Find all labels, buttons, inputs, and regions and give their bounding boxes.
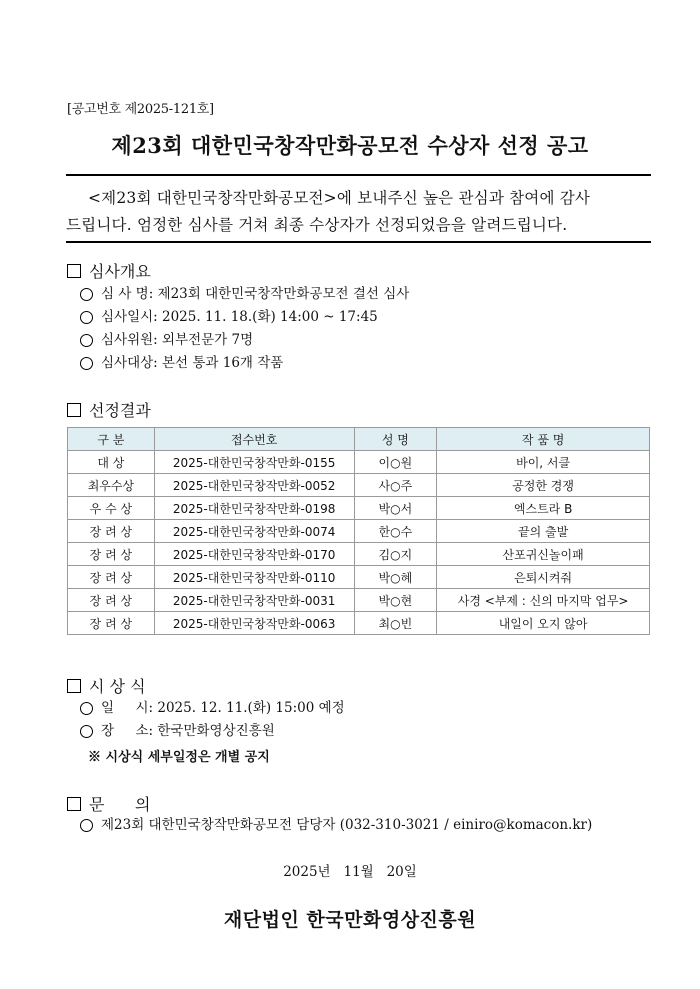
- cell-work-title: 내일이 오지 않아: [437, 612, 650, 635]
- ceremony-item: 장 소: 한국만화영상진흥원: [101, 723, 275, 739]
- cell-entry-number: 2025-대한민국창작만화-0063: [154, 612, 354, 635]
- bottom-divider: [66, 241, 651, 243]
- table-row: [68, 451, 650, 474]
- cell-entry-number: 2025-대한민국창작만화-0110: [154, 566, 354, 589]
- circle-bullet-icon: [80, 819, 93, 832]
- col-header-name: 성 명: [354, 428, 437, 451]
- col-header-work-title: 작 품 명: [437, 428, 650, 451]
- overview-heading: [67, 259, 151, 282]
- list-item: [80, 720, 345, 743]
- cell-entry-number: 2025-대한민국창작만화-0052: [154, 474, 354, 497]
- cell-name: 한○수: [354, 520, 437, 543]
- cell-work-title: 은퇴시켜줘: [437, 566, 650, 589]
- top-divider: [66, 174, 651, 176]
- intro-line-1: <제23회 대한민국창작만화공모전>에 보내주신 높은 관심과 참여에 감사: [88, 189, 591, 207]
- cell-entry-number: 2025-대한민국창작만화-0031: [154, 589, 354, 612]
- overview-item: 심사위원: 외부전문가 7명: [101, 332, 254, 348]
- table-row: [68, 474, 650, 497]
- table-header-row: [68, 428, 650, 451]
- cell-work-title: 엑스트라 B: [437, 497, 650, 520]
- circle-bullet-icon: [80, 311, 93, 324]
- cell-name: 이○원: [354, 451, 437, 474]
- cell-name: 박○현: [354, 589, 437, 612]
- cell-name: 사○주: [354, 474, 437, 497]
- table-row: [68, 520, 650, 543]
- notice-date: 2025년 11월 20일: [283, 864, 417, 880]
- page-title: 제23회 대한민국창작만화공모전 수상자 선정 공고: [111, 133, 589, 158]
- cell-category: 장 려 상: [68, 612, 155, 635]
- cell-work-title: 끝의 출발: [437, 520, 650, 543]
- intro-paragraph: [66, 185, 651, 239]
- inquiry-heading-label: 문 의: [89, 795, 151, 814]
- overview-list: [80, 283, 409, 375]
- table-row: [68, 566, 650, 589]
- inquiry-list: [80, 814, 592, 837]
- list-item: [80, 283, 409, 306]
- results-heading-label: 선정결과: [89, 401, 151, 420]
- cell-category: 장 려 상: [68, 520, 155, 543]
- cell-entry-number: 2025-대한민국창작만화-0074: [154, 520, 354, 543]
- cell-work-title: 공정한 경쟁: [437, 474, 650, 497]
- square-bullet-icon: [67, 797, 81, 811]
- table-row: [68, 543, 650, 566]
- table-row: [68, 612, 650, 635]
- ceremony-list: [80, 697, 345, 743]
- circle-bullet-icon: [80, 334, 93, 347]
- cell-work-title: 사경 <부제 : 신의 마지막 업무>: [437, 589, 650, 612]
- cell-entry-number: 2025-대한민국창작만화-0198: [154, 497, 354, 520]
- results-table: [67, 427, 650, 635]
- circle-bullet-icon: [80, 357, 93, 370]
- overview-item: 심 사 명: 제23회 대한민국창작만화공모전 결선 심사: [101, 286, 410, 302]
- results-heading: [67, 398, 151, 421]
- cell-name: 박○서: [354, 497, 437, 520]
- circle-bullet-icon: [80, 288, 93, 301]
- cell-name: 박○혜: [354, 566, 437, 589]
- inquiry-heading: [67, 792, 150, 815]
- list-item: [80, 814, 592, 837]
- cell-category: 장 려 상: [68, 543, 155, 566]
- intro-line-2: 드립니다. 엄정한 심사를 거쳐 최종 수상자가 선정되었음을 알려드립니다.: [66, 216, 568, 234]
- cell-name: 김○지: [354, 543, 437, 566]
- cell-entry-number: 2025-대한민국창작만화-0155: [154, 451, 354, 474]
- circle-bullet-icon: [80, 725, 93, 738]
- ceremony-heading-label: 시 상 식: [89, 677, 146, 696]
- cell-category: 대 상: [68, 451, 155, 474]
- table-row: [68, 497, 650, 520]
- cell-work-title: 산포귀신놀이패: [437, 543, 650, 566]
- cell-category: 우 수 상: [68, 497, 155, 520]
- cell-name: 최○빈: [354, 612, 437, 635]
- overview-item: 심사일시: 2025. 11. 18.(화) 14:00 ~ 17:45: [101, 309, 378, 325]
- col-header-entry-number: 접수번호: [154, 428, 354, 451]
- circle-bullet-icon: [80, 702, 93, 715]
- list-item: [80, 352, 409, 375]
- ceremony-heading: [67, 674, 146, 697]
- list-item: [80, 329, 409, 352]
- square-bullet-icon: [67, 679, 81, 693]
- cell-category: 최우수상: [68, 474, 155, 497]
- ceremony-note: ※ 시상식 세부일정은 개별 공지: [88, 750, 270, 765]
- notice-number: [공고번호 제2025-121호]: [67, 102, 214, 117]
- list-item: [80, 306, 409, 329]
- cell-category: 장 려 상: [68, 566, 155, 589]
- list-item: [80, 697, 345, 720]
- cell-category: 장 려 상: [68, 589, 155, 612]
- overview-heading-label: 심사개요: [89, 262, 151, 281]
- organization-name: 재단법인 한국만화영상진흥원: [223, 909, 477, 931]
- overview-item: 심사대상: 본선 통과 16개 작품: [101, 355, 284, 371]
- inquiry-item: 제23회 대한민국창작만화공모전 담당자 (032-310-3021 / einiro@komacon.kr): [101, 817, 593, 833]
- ceremony-item: 일 시: 2025. 12. 11.(화) 15:00 예정: [101, 700, 345, 716]
- table-row: [68, 589, 650, 612]
- square-bullet-icon: [67, 264, 81, 278]
- col-header-category: 구 분: [68, 428, 155, 451]
- cell-work-title: 바이, 서클: [437, 451, 650, 474]
- cell-entry-number: 2025-대한민국창작만화-0170: [154, 543, 354, 566]
- square-bullet-icon: [67, 403, 81, 417]
